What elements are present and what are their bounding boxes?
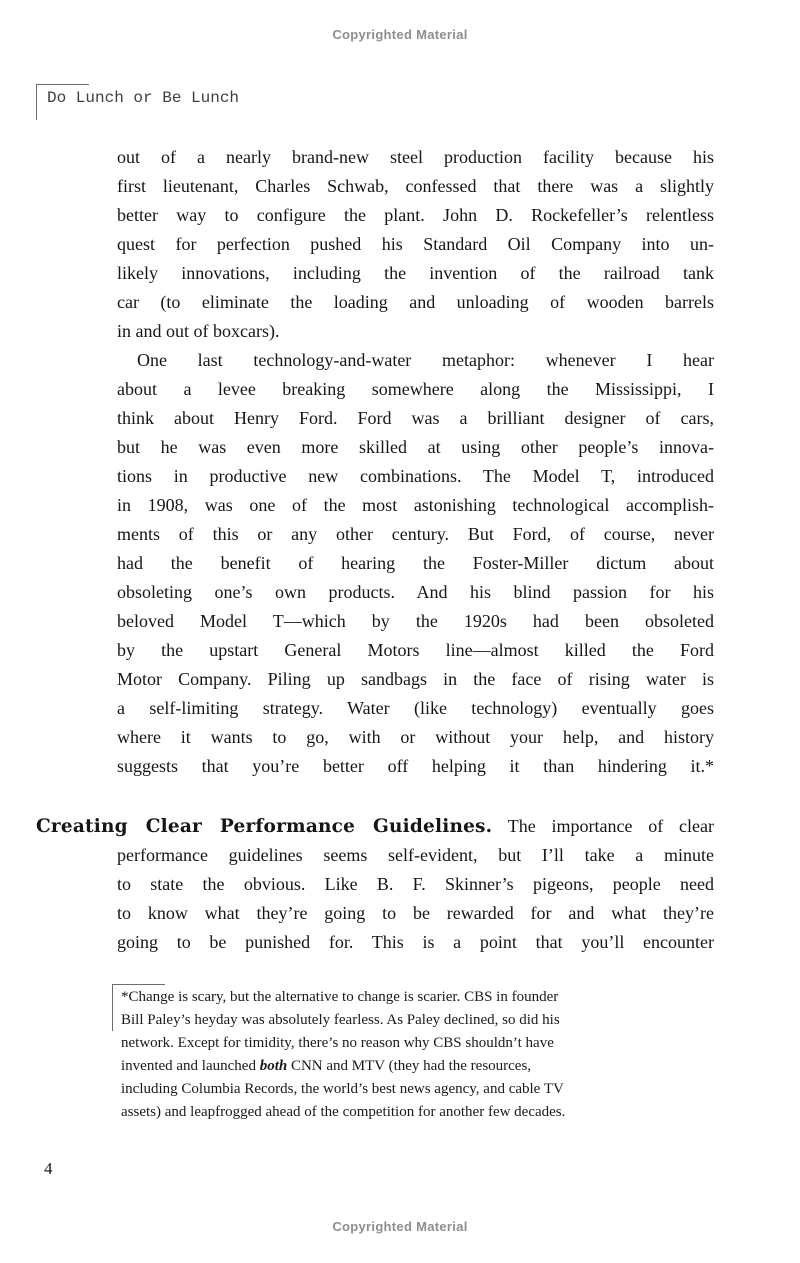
section-first-line-text: The importance of clear — [507, 816, 714, 836]
footnote-emphasis: both — [259, 1058, 288, 1074]
footnote-line-segment: CNN and MTV (they had the resources, — [287, 1058, 532, 1074]
body-line: had the benefit of hearing the Foster-Miller dictum about — [117, 553, 714, 573]
copyright-notice-bottom: Copyrighted Material — [332, 1219, 468, 1234]
header-bracket-left-rule — [36, 84, 37, 120]
footnote-bracket-left-rule — [112, 984, 113, 1031]
header-bracket-top-rule — [36, 84, 89, 85]
footnote-line — [121, 1055, 691, 1078]
page-number: 4 — [44, 1159, 53, 1178]
body-line: car (to eliminate the loading and unloading of wooden barrels — [117, 292, 714, 312]
section-first-line — [36, 812, 714, 841]
body-line: likely innovations, including the invention of the railroad tank — [117, 263, 714, 283]
footnote — [121, 986, 691, 1124]
footnote-bracket-top-rule — [112, 984, 165, 985]
footnote-line: including Columbia Records, the world’s best news agency, and cable TV — [121, 1081, 564, 1097]
body-line: quest for perfection pushed his Standard Oil Company into un- — [117, 234, 714, 254]
body-line: a self-limiting strategy. Water (like technology) eventually goes — [117, 698, 714, 718]
body-line: better way to configure the plant. John D. Rockefeller’s relentless — [117, 205, 714, 225]
body-text — [36, 143, 714, 957]
body-line: in and out of boxcars). — [117, 321, 280, 341]
footnote-line: Bill Paley’s heyday was absolutely fearless. As Paley declined, so did his — [121, 1012, 560, 1028]
body-line: performance guidelines seems self-evident, but I’ll take a minute — [117, 845, 714, 865]
body-line: first lieutenant, Charles Schwab, confessed that there was a slightly — [117, 176, 714, 196]
body-line: in 1908, was one of the most astonishing technological accomplish- — [117, 495, 714, 515]
body-line: by the upstart General Motors line—almost killed the Ford — [117, 640, 714, 660]
body-line: One last technology-and-water metaphor: whenever I hear — [137, 350, 714, 370]
body-line: to know what they’re going to be rewarded for and what they’re — [117, 903, 714, 923]
footnote-line: *Change is scary, but the alternative to change is scarier. CBS in founder — [121, 989, 559, 1005]
paragraph — [117, 346, 714, 781]
body-line: to state the obvious. Like B. F. Skinner’s pigeons, people need — [117, 874, 714, 894]
body-line: tions in productive new combinations. The Model T, introduced — [117, 466, 714, 486]
body-line: obsoleting one’s own products. And his blind passion for his — [117, 582, 714, 602]
body-line: suggests that you’re better off helping it than hindering it.* — [117, 756, 714, 776]
body-line: think about Henry Ford. Ford was a brilliant designer of cars, — [117, 408, 714, 428]
paragraph — [117, 143, 714, 346]
footnote-line: network. Except for timidity, there’s no reason why CBS shouldn’t have — [121, 1035, 554, 1051]
section-heading: Creating Clear Performance Guidelines. — [36, 816, 493, 837]
body-line: beloved Model T—which by the 1920s had been obsoleted — [117, 611, 714, 631]
body-line: but he was even more skilled at using other people’s innova- — [117, 437, 714, 457]
body-line: going to be punished for. This is a point that you’ll encounter — [117, 932, 714, 952]
running-header: Do Lunch or Be Lunch — [47, 89, 240, 107]
body-line: where it wants to go, with or without your help, and history — [117, 727, 714, 747]
body-line: Motor Company. Piling up sandbags in the face of rising water is — [117, 669, 714, 689]
body-line: about a levee breaking somewhere along the Mississippi, I — [117, 379, 714, 399]
footnote-line: assets) and leapfrogged ahead of the competition for another few decades. — [121, 1104, 566, 1120]
body-line: ments of this or any other century. But Ford, of course, never — [117, 524, 714, 544]
copyright-notice-top: Copyrighted Material — [332, 27, 468, 42]
footnote-line-segment: invented and launched — [121, 1058, 260, 1074]
section-paragraph — [36, 812, 714, 957]
body-line: out of a nearly brand-new steel production facility because his — [117, 147, 714, 167]
